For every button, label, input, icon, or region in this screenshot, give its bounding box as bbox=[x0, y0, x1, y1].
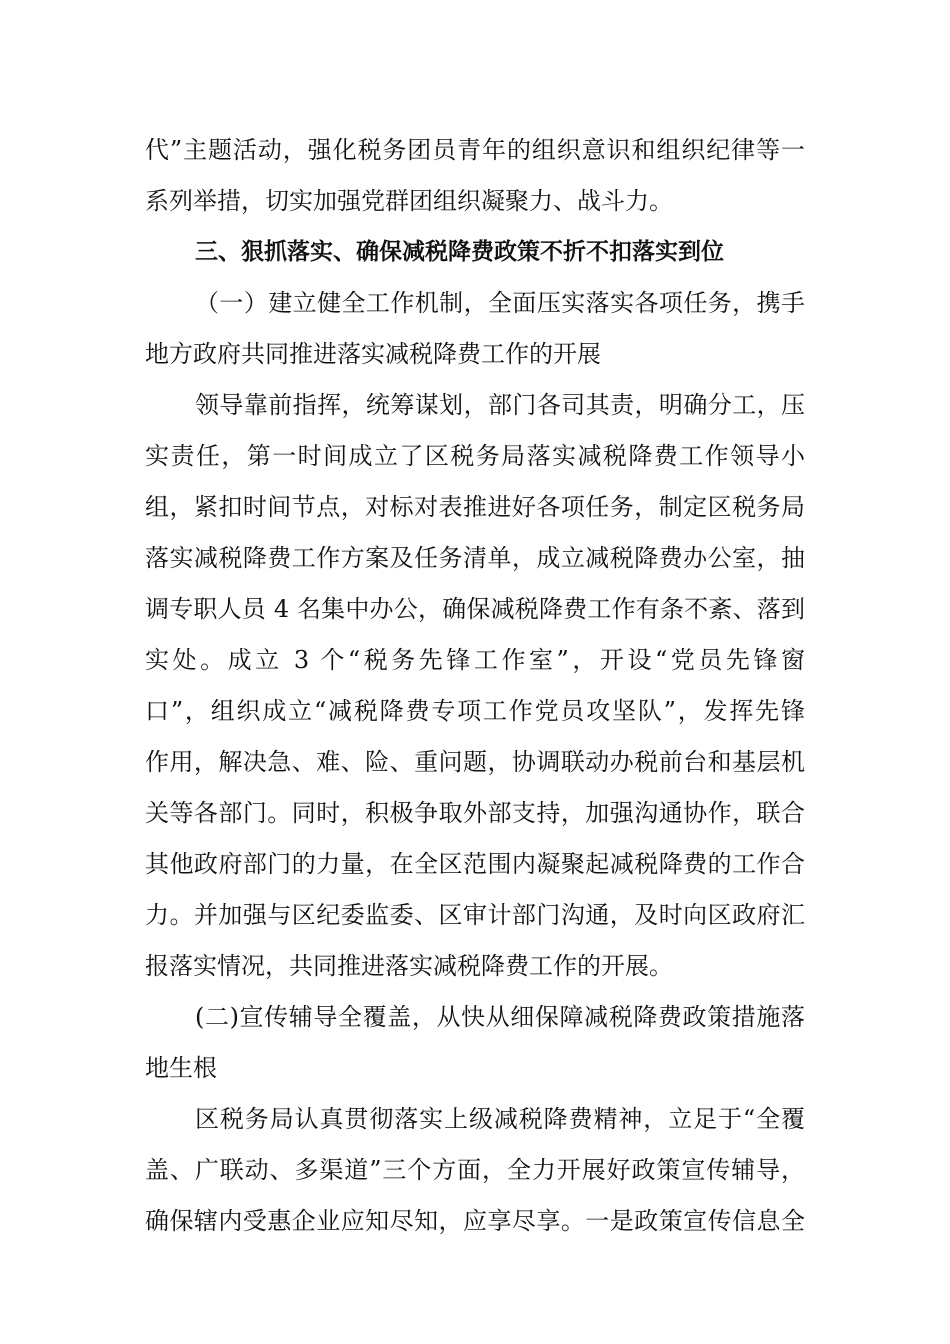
body-text-line: 调专职人员 4 名集中办公，确保减税降费工作有条不紊、落到 bbox=[145, 595, 805, 623]
body-text-line: 组，紧扣时间节点，对标对表推进好各项任务，制定区税务局 bbox=[145, 493, 805, 521]
body-text-line: 关等各部门。同时，积极争取外部支持，加强沟通协作，联合 bbox=[145, 799, 805, 827]
subsection-heading-continued: 地方政府共同推进落实减税降费工作的开展 bbox=[145, 340, 601, 368]
body-text-line: 其他政府部门的力量，在全区范围内凝聚起减税降费的工作合 bbox=[145, 850, 805, 878]
body-text-line: 盖、广联动、多渠道”三个方面，全力开展好政策宣传辅导， bbox=[145, 1156, 805, 1184]
body-text-line: 落实减税降费工作方案及任务清单，成立减税降费办公室，抽 bbox=[145, 544, 805, 572]
body-text-line: 作用，解决急、难、险、重问题，协调联动办税前台和基层机 bbox=[145, 748, 805, 776]
body-text-line: 口”，组织成立“减税降费专项工作党员攻坚队”，发挥先锋 bbox=[145, 697, 805, 725]
subsection-heading-continued: 地生根 bbox=[145, 1054, 217, 1082]
body-text-line: 力。并加强与区纪委监委、区审计部门沟通，及时向区政府汇 bbox=[145, 901, 805, 929]
body-text-line: 报落实情况，共同推进落实减税降费工作的开展。 bbox=[145, 952, 673, 980]
subsection-heading: （一）建立健全工作机制，全面压实落实各项任务，携手 bbox=[195, 289, 805, 317]
body-text-line: 系列举措，切实加强党群团组织凝聚力、战斗力。 bbox=[145, 187, 673, 215]
subsection-heading: (二)宣传辅导全覆盖，从快从细保障减税降费政策措施落 bbox=[195, 1003, 805, 1031]
section-heading: 三、狠抓落实、确保减税降费政策不折不扣落实到位 bbox=[195, 239, 724, 265]
body-text-line: 代”主题活动，强化税务团员青年的组织意识和组织纪律等一 bbox=[145, 136, 805, 164]
body-text-line: 实责任，第一时间成立了区税务局落实减税降费工作领导小 bbox=[145, 442, 805, 470]
body-text-line: 确保辖内受惠企业应知尽知，应享尽享。一是政策宣传信息全 bbox=[145, 1207, 805, 1235]
body-text-line: 实处。成立 3 个“税务先锋工作室”，开设“党员先锋窗 bbox=[145, 646, 805, 674]
body-text-line: 领导靠前指挥，统筹谋划，部门各司其责，明确分工，压 bbox=[195, 391, 805, 419]
body-text-line: 区税务局认真贯彻落实上级减税降费精神，立足于“全覆 bbox=[195, 1105, 805, 1133]
